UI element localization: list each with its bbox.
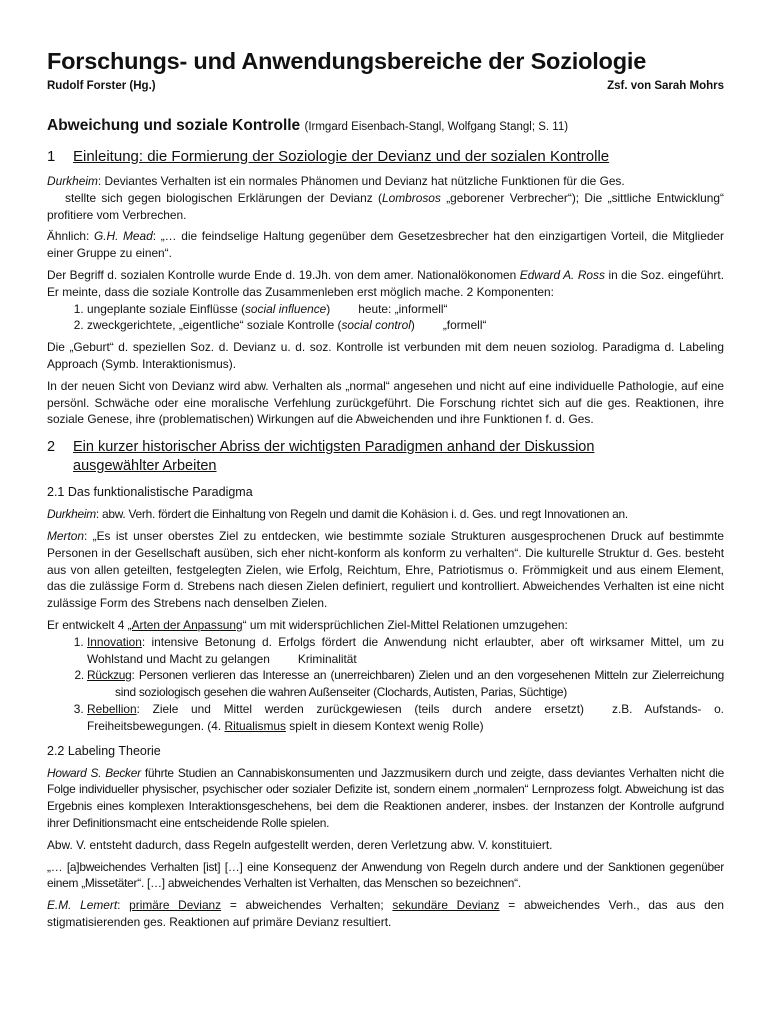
text: : „… die feindselige Haltung gegenüber dem Gesetzesbrecher hat den einzigartigen Vorteil, die Mitglieder einer Gruppe zu einen“. <box>47 229 725 261</box>
term: „Arten der Anpassung <box>127 617 243 632</box>
term: Rückzug <box>87 668 132 683</box>
paragraph: Abw. V. entsteht dadurch, dass Regeln aufgestellt werden, deren Verletzung abw. V. konstituiert. <box>47 837 553 852</box>
main-heading-source: (Irmgard Eisenbach-Stangl, Wolfgang Stangl; S. 11) <box>304 121 569 133</box>
text: : Personen verlieren das Interesse an (unerreichbaren) Zielen und an den vorgesehenen Mitteln zur Zielerreichung <box>131 668 724 683</box>
person-name: Edward A. Ross <box>519 267 605 282</box>
text: „geborener Verbrecher“); Die „sittliche Entwicklung“ profitiere vom Verbrechen. <box>47 190 724 222</box>
paragraph <box>47 506 724 523</box>
adaptation-list <box>47 634 724 735</box>
paragraph: In der neuen Sicht von Devianz wird abw. Verhalten als „normal“ angesehen und nicht auf eine individuelle Pathologie, auf eine persönl. Schwäche oder eine moralische Verfehlung zurückgeführt. Die Forschung richtet sich auf die ges. Reaktionen, ihre soziale Genese, ihre (problematischen) Wirkungen auf die Abweichenden und ihre Funktionen f. d. Ges. <box>47 378 724 427</box>
components-list <box>47 301 724 335</box>
person-name: Durkheim <box>47 507 96 522</box>
text: Er entwickelt 4 <box>47 617 128 632</box>
section-1-title: Einleitung: die Formierung der Soziologie der Devianz und der sozialen Kontrolle <box>73 148 610 165</box>
section-2-number: 2 <box>47 439 56 456</box>
text: ) <box>410 318 415 333</box>
text: ungeplante soziale Einflüsse ( <box>87 301 245 316</box>
document-title: Forschungs- und Anwendungsbereiche der Soziologie <box>47 48 647 74</box>
paragraph <box>47 228 724 262</box>
person-name: Howard S. Becker <box>47 765 141 780</box>
text: : Deviantes Verhalten ist ein normales Phänomen und Devianz hat nützliche Funktionen für die Ges. <box>97 174 625 188</box>
paragraph: Die „Geburt“ d. speziellen Soz. d. Devianz u. d. soz. Kontrolle ist verbunden mit dem neuen soziolog. Paradigma d. Labeling Approach (Symb. Interaktionismus). <box>47 340 724 371</box>
list-item <box>87 667 724 701</box>
list-item <box>87 634 724 668</box>
main-heading-text: Abweichung und soziale Kontrolle <box>47 117 301 134</box>
text: “ um mit widersprüchlichen Ziel-Mittel Relationen umzugehen: <box>242 617 568 632</box>
section-1-heading <box>47 147 724 167</box>
text: spielt in diesem Kontext wenig Rolle) <box>285 718 484 733</box>
list-item <box>87 701 724 735</box>
term: primäre Devianz <box>129 898 222 913</box>
paragraph: „… [a]bweichendes Verhalten [ist] […] eine Konsequenz der Anwendung von Regeln durch andere und der Sanktionen gegenüber einem „Missetäter“. […] abweichendes Verhalten ist Verhalten, das Menschen so bezeichnen“. <box>47 859 724 891</box>
term: Ritualismus <box>224 718 286 733</box>
person-name: G.H. Mead <box>93 229 153 244</box>
person-name: Lombrosos <box>382 190 441 205</box>
editor: Rudolf Forster (Hg.) <box>47 80 156 92</box>
term: Rebellion <box>87 701 137 716</box>
person-name: Durkheim <box>47 174 98 188</box>
text: : intensive Betonung d. Erfolgs fördert die Anwendung nicht erlaubter, aber oft wirksamer Mittel, um zu Wohlstand und Macht zu gelangen <box>87 634 724 666</box>
text: stellte sich gegen biologischen Erklärungen der Devianz ( <box>65 190 383 205</box>
text: Kriminalität <box>297 651 357 666</box>
text: heute: „informell“ <box>358 301 448 316</box>
section-2-title-line-2: ausgewählter Arbeiten <box>73 458 217 475</box>
text: : <box>117 898 130 913</box>
person-name: Merton <box>47 528 85 543</box>
subsection-2-2-heading: 2.2 Labeling Theorie <box>47 743 161 758</box>
text: Der Begriff d. sozialen Kontrolle wurde Ende d. 19.Jh. von dem amer. Nationalökonomen <box>47 267 520 282</box>
main-heading <box>47 116 724 137</box>
text: = abweichendes Verhalten; <box>221 898 393 913</box>
text: ) <box>326 301 331 316</box>
person-name: E.M. Lemert <box>47 898 118 913</box>
section-2-title: Ein kurzer historischer Abriss der wichtigsten Paradigmen anhand der Diskussion <box>73 439 595 456</box>
list-item <box>87 317 724 334</box>
subsection-2-1-heading: 2.1 Das funktionalistische Paradigma <box>47 485 253 500</box>
paragraph <box>47 617 724 634</box>
text: z.B. Aufstands- o. Freiheitsbewegungen. (4. <box>87 701 724 733</box>
text: : abw. Verh. fördert die Einhaltung von Regeln und damit die Kohäsion i. d. Ges. und regt Innovationen an. <box>95 507 628 522</box>
term: sekundäre Devianz <box>392 898 500 913</box>
text: sind soziologisch gesehen die wahren Außenseiter (Clochards, Autisten, Parias, Süchtige) <box>115 685 567 700</box>
text: Ähnlich: <box>47 229 94 244</box>
text: : Ziele und Mittel werden zurückgewiesen (teils durch andere ersetzt) <box>136 701 584 716</box>
text: in die Soz. eingeführt. Er meinte, dass die soziale Kontrolle das Zusammenleben erst möglich mache. 2 Komponenten: <box>47 267 725 299</box>
section-1-number: 1 <box>47 148 56 165</box>
text: : „Es ist unser oberstes Ziel zu entdecken, wie bestimmte soziale Strukturen ausgesprochenen Druck auf bestimmte Personen in der Gesellschaft ausüben, sich eher nicht-konform als konform zu verhalten“. Die kulturelle Struktur d. Ges. besteht aus von allen geteilten, festgelegten Zielen, wie Erfolg, Reichtum, Ehre, Patriotismus o. Frömmigkeit und aus einem Element, das die zulässige Form d. Strebens nach diesen Zielen definiert, reguliert und kontrolliert. Abweichendes Verhalten ist eine nicht zulässige Form des Strebens nach denselben Zielen. <box>47 528 724 611</box>
paragraph <box>47 173 724 223</box>
text: „formell“ <box>442 318 487 333</box>
term: social influence <box>244 301 327 316</box>
paragraph <box>47 765 724 832</box>
paragraph <box>47 267 724 301</box>
text: = abweichendes Verh., das aus den stigmatisierenden ges. Reaktionen auf primäre Devianz resultiert. <box>47 898 724 929</box>
term: Innovation <box>87 634 142 649</box>
summary-author: Zsf. von Sarah Mohrs <box>607 80 724 92</box>
paragraph <box>47 897 724 931</box>
section-2-heading <box>47 438 724 476</box>
document-page <box>47 46 724 936</box>
paragraph <box>47 528 724 612</box>
text: führte Studien an Cannabiskonsumenten und Jazzmusikern durch und zeigte, dass deviantes Verhalten nicht die Folge individueller physischer, psychischer oder sozialer Defizite ist, sondern einem „normalen“ Lernprozess folgt. Abweichung ist das Ergebnis eines komplexen Interaktionsgeschehens, bei dem die Reaktionen anderer, insbes. der Instanzen der Kontrolle aufgrund ihrer Definitionsmacht eine entscheidende Rolle spielen. <box>47 765 725 830</box>
list-item <box>87 301 724 318</box>
term: social control <box>341 318 411 333</box>
text: zweckgerichtete, „eigentliche“ soziale Kontrolle ( <box>87 318 342 333</box>
document-meta <box>47 78 724 94</box>
